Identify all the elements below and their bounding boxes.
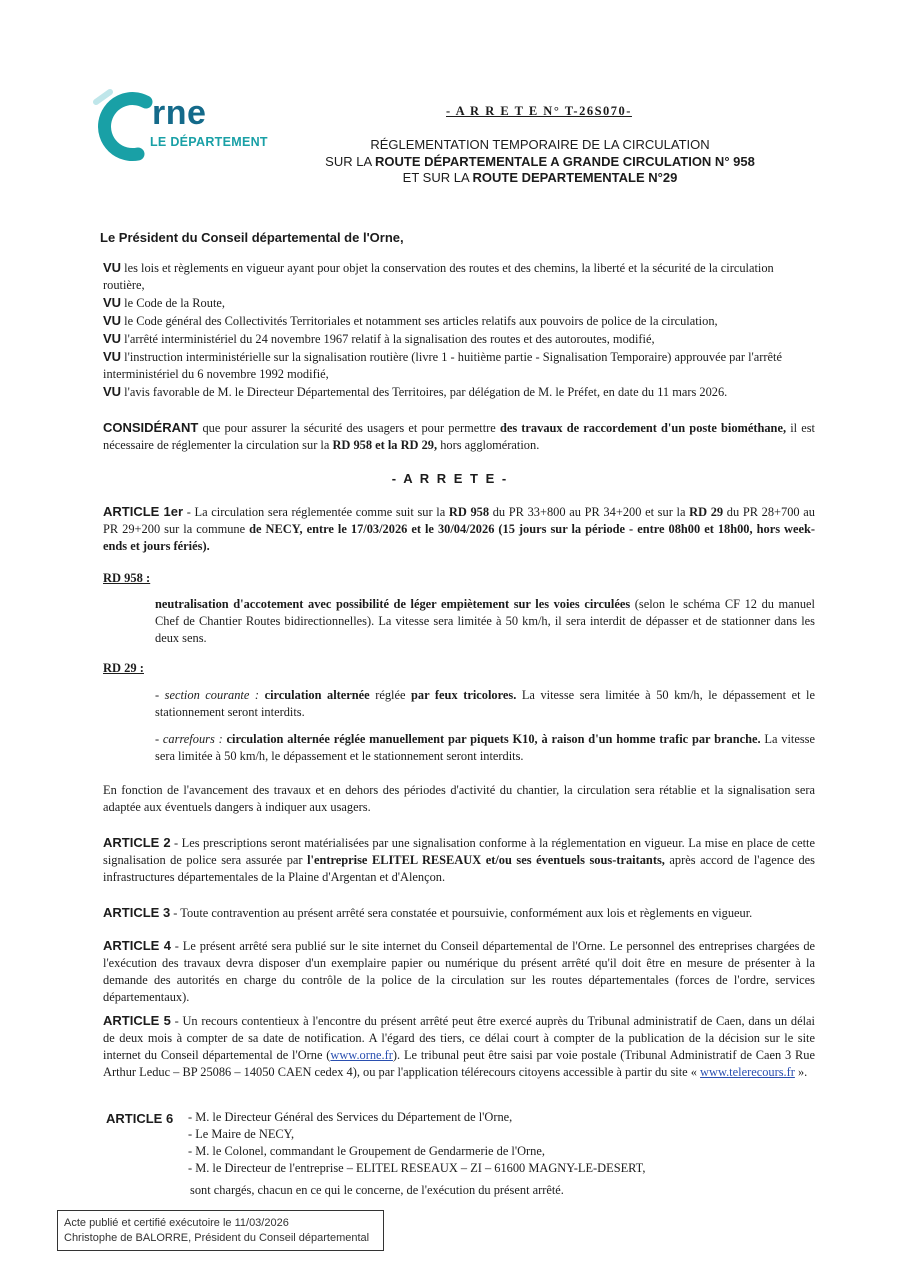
article-6-recipients bbox=[188, 1109, 788, 1177]
telerecours-link[interactable]: www.telerecours.fr bbox=[700, 1065, 795, 1079]
fonction-paragraph: En fonction de l'avancement des travaux et en dehors des périodes d'activité du chantier, la circulation sera rétablie et la signalisation sera adaptée aux éventuels dangers à indiquer aux usagers. bbox=[103, 783, 815, 814]
article-3: ARTICLE 3 - Toute contravention au présent arrêté sera constatée et poursuivie, conformément aux lois et règlements en vigueur. bbox=[103, 905, 753, 920]
title-line-1: RÉGLEMENTATION TEMPORAIRE DE LA CIRCULATION bbox=[370, 137, 710, 152]
vu-item: VU les lois et règlements en vigueur ayant pour objet la conservation des routes et des chemins, la liberté et la sécurité de la circulation routière, bbox=[103, 260, 774, 292]
article-2: ARTICLE 2 - Les prescriptions seront matérialisées par une signalisation conforme à la réglementation en vigueur. La mise en place de cette signalisation de police sera assurée par l'entreprise ELITEL RESEAUX et/ou ses éventuels sous-traitants, après accord de l'agence des infrastructures départementales de la Plaine d'Argentan et d'Alençon. bbox=[103, 835, 815, 884]
recipient-item: - M. le Directeur de l'entreprise – ELITEL RESEAUX – ZI – 61600 MAGNY-LE-DESERT, bbox=[188, 1161, 646, 1175]
title-line-3: ET SUR LA ROUTE DEPARTEMENTALE N°29 bbox=[402, 170, 678, 185]
article-5: ARTICLE 5 - Un recours contentieux à l'encontre du présent arrêté peut être exercé auprès du Tribunal administratif de Caen, dans un délai de deux mois à compter de sa date de notification. A l'égard des tiers, ce délai court à compter de la publication de la décision sur le site internet du Conseil départemental de l'Orne (www.orne.fr). Le tribunal peut être saisi par voie postale (Tribunal Administratif de Caen 3 Rue Arthur Leduc – BP 25086 – 14050 CAEN cedex 4), ou par l'application télérecours citoyens accessible à partir du site « www.telerecours.fr ». bbox=[103, 1013, 816, 1079]
article-4: ARTICLE 4 - Le présent arrêté sera publié sur le site internet du Conseil départemental de l'Orne. Le personnel des entreprises chargées de l'exécution des travaux devra disposer d'un exemplaire papier ou numérique du présent arrêté qu'il doit être en mesure de présenter à la demande des autorités en charge du contrôle de la police de la circulation sur les routes départementales (forces de l'ordre, services départementaux). bbox=[103, 938, 816, 1004]
article-6-label: ARTICLE 6 bbox=[106, 1111, 174, 1126]
stamp-line-2: Christophe de BALORRE, Président du Conseil départemental bbox=[64, 1232, 370, 1244]
vu-list bbox=[103, 259, 815, 401]
rd29-carrefours: - carrefours : circulation alternée réglée manuellement par piquets K10, à raison d'un homme trafic par branche. La vitesse sera limitée à 50 km/h, le dépassement et le stationnement seront interdits. bbox=[155, 732, 815, 763]
recipient-item: - Le Maire de NECY, bbox=[188, 1127, 295, 1141]
stamp-line-1: Acte publié et certifié exécutoire le 11/03/2026 bbox=[64, 1217, 289, 1229]
considerant-paragraph: CONSIDÉRANT que pour assurer la sécurité des usagers et pour permettre des travaux de raccordement d'un poste biométhane, il est nécessaire de réglementer la circulation sur la RD 958 et la RD 29, hors agglomération. bbox=[103, 420, 815, 452]
rd29-heading: RD 29 : bbox=[103, 661, 144, 675]
closing-line: sont chargés, chacun en ce qui le concerne, de l'exécution du présent arrêté. bbox=[190, 1183, 564, 1197]
title-line-2: SUR LA ROUTE DÉPARTEMENTALE A GRANDE CIRCULATION N° 958 bbox=[325, 153, 755, 169]
arrete-number: - A R R E T E N° T-26S070- bbox=[446, 104, 632, 118]
recipient-item: - M. le Colonel, commandant le Groupement de Gendarmerie de l'Orne, bbox=[188, 1144, 545, 1158]
rd29-section-courante: - section courante : circulation alternée réglée par feux tricolores. La vitesse sera limitée à 50 km/h, le dépassement et le stationnement seront interdits. bbox=[155, 688, 816, 719]
orne-link[interactable]: www.orne.fr bbox=[330, 1048, 393, 1062]
vu-item: VU l'avis favorable de M. le Directeur Départemental des Territoires, par délégation de M. le Préfet, en date du 11 mars 2026. bbox=[103, 384, 728, 399]
logo-word: rne bbox=[152, 94, 207, 132]
vu-item: VU l'arrêté interministériel du 24 novembre 1967 relatif à la signalisation des routes et des autoroutes, modifié, bbox=[103, 331, 655, 346]
arrete-heading: - A R R E T E - bbox=[391, 471, 509, 486]
vu-item: VU le Code de la Route, bbox=[103, 295, 225, 310]
document-title bbox=[300, 137, 780, 187]
logo-subtitle: LE DÉPARTEMENT bbox=[150, 135, 268, 149]
vu-item: VU le Code général des Collectivités Territoriales et notamment ses articles relatifs aux pouvoirs de police de la circulation, bbox=[103, 313, 718, 328]
article-1: ARTICLE 1er - La circulation sera réglementée comme suit sur la RD 958 du PR 33+800 au PR 34+200 et sur la RD 29 du PR 28+700 au PR 29+200 sur la commune de NECY, entre le 17/03/2026 et le 30/04/2026 (15 jours sur la période - entre 08h00 et 18h00, hors week-ends et jours fériés). bbox=[103, 504, 815, 553]
vu-item: VU l'instruction interministérielle sur la signalisation routière (livre 1 - huitième partie - Signalisation Temporaire) approuvée par l'arrêté interministériel du 6 novembre 1992 modifié, bbox=[103, 349, 782, 381]
rd958-paragraph: neutralisation d'accotement avec possibilité de léger empiètement sur les voies circulées (selon le schéma CF 12 du manuel Chef de Chantier Routes bidirectionnelles). La vitesse sera limitée à 50 km/h, il sera interdit de dépasser et de stationner dans les deux sens. bbox=[155, 597, 816, 645]
president-line: Le Président du Conseil départemental de l'Orne, bbox=[100, 230, 404, 245]
publication-stamp bbox=[57, 1210, 384, 1251]
recipient-item: - M. le Directeur Général des Services du Département de l'Orne, bbox=[188, 1110, 513, 1124]
rd958-heading: RD 958 : bbox=[103, 571, 151, 585]
